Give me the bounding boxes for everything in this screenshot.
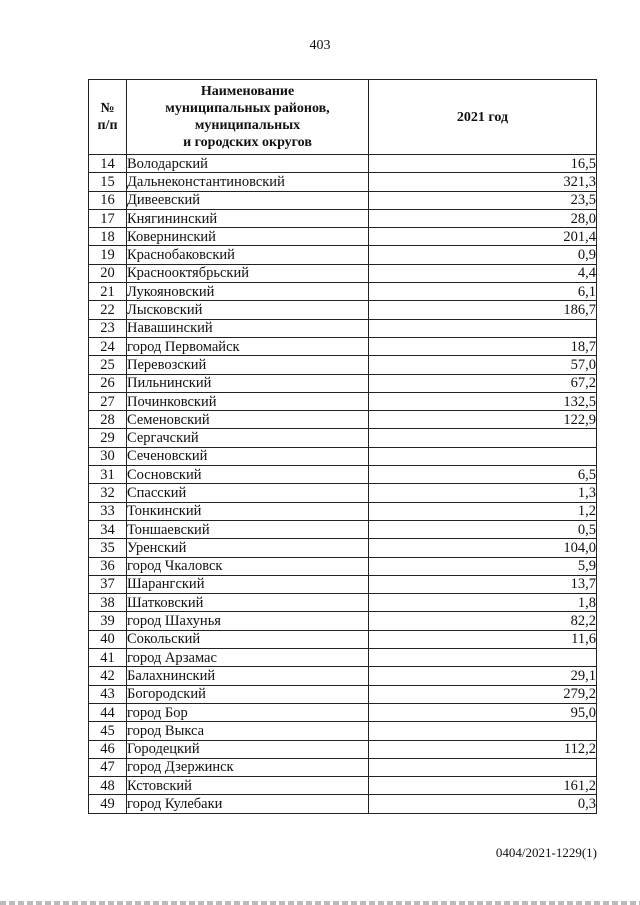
row-number-cell: 46 — [89, 740, 127, 758]
row-name-cell: Шатковский — [127, 594, 369, 612]
table-row — [89, 411, 597, 429]
table-row — [89, 795, 597, 813]
row-value-cell: 18,7 — [369, 337, 597, 355]
row-value-cell: 57,0 — [369, 356, 597, 374]
row-number-cell: 23 — [89, 319, 127, 337]
row-number-cell: 27 — [89, 392, 127, 410]
header-name-line: муниципальных — [194, 118, 301, 133]
row-value-cell — [369, 649, 597, 667]
row-value-cell — [369, 429, 597, 447]
row-value-cell: 132,5 — [369, 392, 597, 410]
row-name-cell: город Арзамас — [127, 649, 369, 667]
row-name-cell: город Шахунья — [127, 612, 369, 630]
row-value-cell — [369, 722, 597, 740]
row-name-cell: Сосновский — [127, 466, 369, 484]
row-number-cell: 40 — [89, 630, 127, 648]
row-number-cell: 14 — [89, 155, 127, 173]
row-name-cell: Кстовский — [127, 777, 369, 795]
row-number-cell: 21 — [89, 283, 127, 301]
row-number-cell: 28 — [89, 411, 127, 429]
row-number-cell: 43 — [89, 685, 127, 703]
row-name-cell: Дальнеконстантиновский — [127, 173, 369, 191]
row-value-cell: 0,9 — [369, 246, 597, 264]
row-name-cell: Дивеевский — [127, 191, 369, 209]
table-row — [89, 777, 597, 795]
table-row — [89, 283, 597, 301]
row-name-cell: Шарангский — [127, 575, 369, 593]
row-name-cell: Балахнинский — [127, 667, 369, 685]
row-number-cell: 44 — [89, 703, 127, 721]
row-value-cell: 4,4 — [369, 264, 597, 282]
row-number-cell: 30 — [89, 447, 127, 465]
table-row — [89, 301, 597, 319]
row-number-cell: 16 — [89, 191, 127, 209]
table-row — [89, 155, 597, 173]
row-value-cell — [369, 319, 597, 337]
row-value-cell: 29,1 — [369, 667, 597, 685]
row-name-cell: Уренский — [127, 539, 369, 557]
row-value-cell: 104,0 — [369, 539, 597, 557]
header-name-line: Наименование — [200, 84, 295, 99]
row-name-cell: Починковский — [127, 392, 369, 410]
row-name-cell: Сокольский — [127, 630, 369, 648]
row-value-cell: 67,2 — [369, 374, 597, 392]
table-row — [89, 685, 597, 703]
row-name-cell: Навашинский — [127, 319, 369, 337]
row-value-cell: 0,5 — [369, 520, 597, 538]
header-number-line: № — [100, 101, 115, 116]
table-row — [89, 429, 597, 447]
header-number-line: п/п — [97, 118, 118, 133]
row-number-cell: 39 — [89, 612, 127, 630]
row-value-cell: 186,7 — [369, 301, 597, 319]
table-row — [89, 630, 597, 648]
row-number-cell: 29 — [89, 429, 127, 447]
table-row — [89, 557, 597, 575]
header-number-column — [89, 80, 127, 155]
row-name-cell: Княгининский — [127, 209, 369, 227]
row-value-cell — [369, 758, 597, 776]
page-number: 403 — [309, 38, 331, 53]
row-number-cell: 15 — [89, 173, 127, 191]
row-value-cell: 13,7 — [369, 575, 597, 593]
table-row — [89, 758, 597, 776]
row-name-cell: Тонкинский — [127, 502, 369, 520]
table-row — [89, 484, 597, 502]
municipal-data-table — [88, 79, 597, 814]
table-row — [89, 649, 597, 667]
row-number-cell: 20 — [89, 264, 127, 282]
row-name-cell: Семеновский — [127, 411, 369, 429]
row-value-cell: 6,1 — [369, 283, 597, 301]
scan-edge-strip — [0, 901, 640, 905]
table-row — [89, 447, 597, 465]
row-name-cell: город Дзержинск — [127, 758, 369, 776]
row-name-cell: Краснооктябрьский — [127, 264, 369, 282]
row-number-cell: 24 — [89, 337, 127, 355]
row-number-cell: 45 — [89, 722, 127, 740]
table-row — [89, 703, 597, 721]
row-value-cell: 279,2 — [369, 685, 597, 703]
table-row — [89, 228, 597, 246]
row-value-cell: 161,2 — [369, 777, 597, 795]
row-value-cell: 1,2 — [369, 502, 597, 520]
table-row — [89, 356, 597, 374]
row-value-cell: 321,3 — [369, 173, 597, 191]
row-name-cell: город Чкаловск — [127, 557, 369, 575]
row-number-cell: 35 — [89, 539, 127, 557]
table-row — [89, 612, 597, 630]
table-row — [89, 520, 597, 538]
row-name-cell: город Выкса — [127, 722, 369, 740]
row-value-cell — [369, 447, 597, 465]
row-number-cell: 22 — [89, 301, 127, 319]
row-number-cell: 18 — [89, 228, 127, 246]
table-row — [89, 374, 597, 392]
row-name-cell: Сеченовский — [127, 447, 369, 465]
table-row — [89, 575, 597, 593]
row-value-cell: 6,5 — [369, 466, 597, 484]
row-name-cell: Лукояновский — [127, 283, 369, 301]
row-number-cell: 48 — [89, 777, 127, 795]
row-value-cell: 16,5 — [369, 155, 597, 173]
table-row — [89, 539, 597, 557]
row-number-cell: 32 — [89, 484, 127, 502]
row-name-cell: Пильнинский — [127, 374, 369, 392]
row-name-cell: Сергачский — [127, 429, 369, 447]
row-value-cell: 112,2 — [369, 740, 597, 758]
row-name-cell: Городецкий — [127, 740, 369, 758]
table-row — [89, 246, 597, 264]
table-body — [89, 155, 597, 814]
row-name-cell: Лысковский — [127, 301, 369, 319]
row-number-cell: 38 — [89, 594, 127, 612]
row-name-cell: город Кулебаки — [127, 795, 369, 813]
row-number-cell: 47 — [89, 758, 127, 776]
row-number-cell: 31 — [89, 466, 127, 484]
row-name-cell: город Первомайск — [127, 337, 369, 355]
table-row — [89, 740, 597, 758]
table-row — [89, 209, 597, 227]
table-row — [89, 264, 597, 282]
table-row — [89, 319, 597, 337]
table-row — [89, 392, 597, 410]
row-name-cell: Ковернинский — [127, 228, 369, 246]
row-value-cell: 1,8 — [369, 594, 597, 612]
row-number-cell: 17 — [89, 209, 127, 227]
header-year-column: 2021 год — [369, 80, 597, 155]
row-number-cell: 25 — [89, 356, 127, 374]
table-row — [89, 191, 597, 209]
row-number-cell: 19 — [89, 246, 127, 264]
row-name-cell: Богородский — [127, 685, 369, 703]
row-number-cell: 41 — [89, 649, 127, 667]
row-name-cell: Спасский — [127, 484, 369, 502]
table-header-row — [89, 80, 597, 155]
header-name-line: и городских округов — [183, 135, 312, 150]
row-name-cell: Перевозский — [127, 356, 369, 374]
row-name-cell: город Бор — [127, 703, 369, 721]
row-name-cell: Тоншаевский — [127, 520, 369, 538]
table-row — [89, 173, 597, 191]
row-value-cell: 23,5 — [369, 191, 597, 209]
header-name-column — [127, 80, 369, 155]
table-row — [89, 502, 597, 520]
row-number-cell: 36 — [89, 557, 127, 575]
row-name-cell: Володарский — [127, 155, 369, 173]
table-row — [89, 337, 597, 355]
table-row — [89, 594, 597, 612]
row-value-cell: 11,6 — [369, 630, 597, 648]
row-number-cell: 49 — [89, 795, 127, 813]
table-row — [89, 667, 597, 685]
row-number-cell: 34 — [89, 520, 127, 538]
table-row — [89, 722, 597, 740]
row-value-cell: 0,3 — [369, 795, 597, 813]
row-name-cell: Краснобаковский — [127, 246, 369, 264]
row-value-cell: 82,2 — [369, 612, 597, 630]
row-value-cell: 28,0 — [369, 209, 597, 227]
row-value-cell: 122,9 — [369, 411, 597, 429]
row-number-cell: 37 — [89, 575, 127, 593]
row-value-cell: 1,3 — [369, 484, 597, 502]
document-code: 0404/2021-1229(1) — [495, 845, 597, 860]
row-value-cell: 95,0 — [369, 703, 597, 721]
row-number-cell: 33 — [89, 502, 127, 520]
table-row — [89, 466, 597, 484]
header-name-line: муниципальных районов, — [165, 101, 330, 116]
row-value-cell: 201,4 — [369, 228, 597, 246]
row-number-cell: 26 — [89, 374, 127, 392]
row-value-cell: 5,9 — [369, 557, 597, 575]
row-number-cell: 42 — [89, 667, 127, 685]
